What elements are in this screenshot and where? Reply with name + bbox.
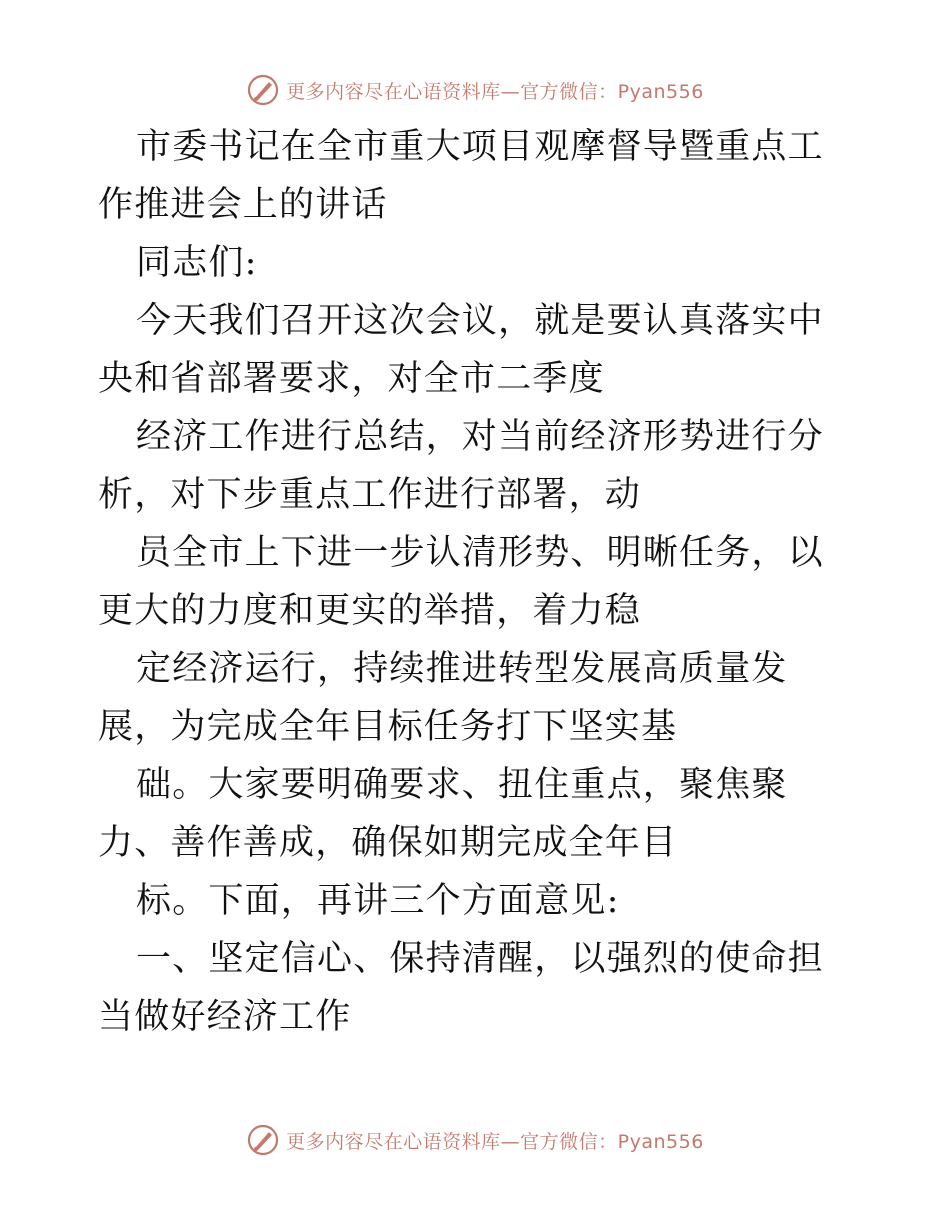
paragraph: 标。下面，再讲三个方面意见:	[136, 881, 620, 921]
paragraph: 今天我们召开这次会议，就是要认真落实中央和省部署要求，对全市二季度	[98, 301, 824, 399]
document-title: 市委书记在全市重大项目观摩督导暨重点工作推进会上的讲话	[98, 127, 824, 225]
footer-watermark-text: 更多内容尽在心语资料库—官方微信：Pyan556	[286, 1130, 704, 1153]
paragraph: 经济工作进行总结，对当前经济形势进行分析，对下步重点工作进行部署，动	[98, 417, 824, 515]
paragraph: 定经济运行，持续推进转型发展高质量发展，为完成全年目标任务打下坚实基	[98, 649, 788, 747]
document-body	[98, 118, 858, 1046]
section-heading: 一、坚定信心、保持清醒，以强烈的使命担当做好经济工作	[98, 939, 824, 1037]
footer-watermark-banner	[0, 1120, 950, 1160]
paragraph: 员全市上下进一步认清形势、明晰任务，以更大的力度和更实的举措，着力稳	[98, 533, 824, 631]
paragraph: 础。大家要明确要求、扭住重点，聚焦聚力、善作善成，确保如期完成全年目	[98, 765, 788, 863]
quill-logo-icon	[246, 73, 280, 107]
salutation: 同志们:	[136, 243, 258, 283]
header-watermark-banner	[0, 70, 950, 110]
header-watermark-text: 更多内容尽在心语资料库—官方微信：Pyan556	[286, 80, 704, 103]
quill-logo-icon	[246, 1123, 280, 1157]
